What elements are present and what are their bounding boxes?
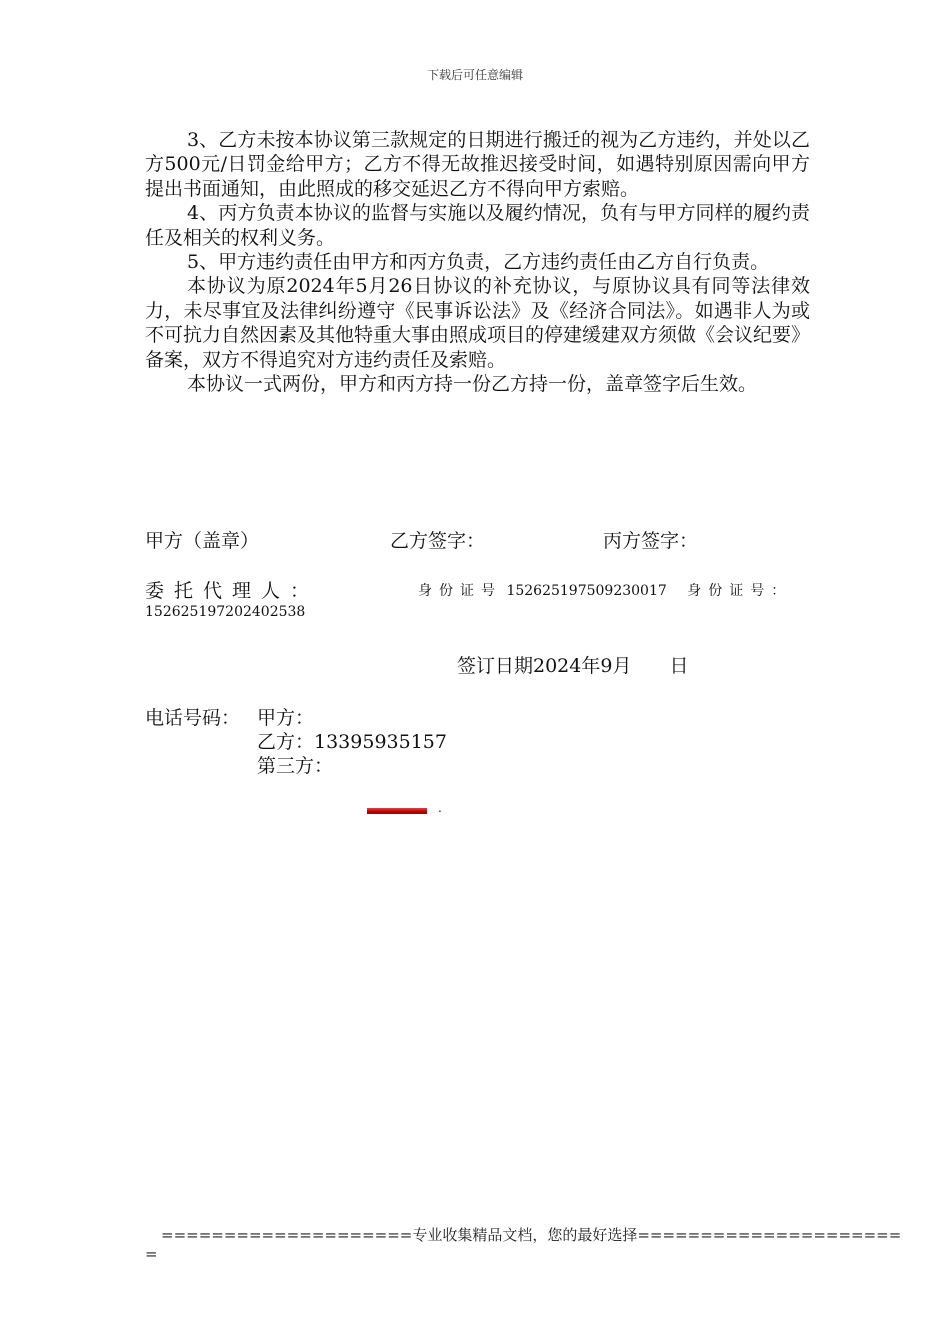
sign-date: 签订日期2024年9月 日: [457, 655, 689, 677]
copies-clause: 本协议一式两份，甲方和丙方持一份乙方持一份，盖章签字后生效。: [187, 373, 758, 396]
id-number-2: 152625197202402538: [145, 604, 306, 620]
clause-5: 5、甲方违约责任由甲方和丙方负责，乙方违约责任由乙方自行负责。: [187, 251, 770, 274]
footer-line-2: =: [145, 1245, 158, 1263]
page-header-note: 下载后可任意编辑: [426, 68, 523, 82]
party-c-signature-label: 丙方签字：: [603, 530, 699, 552]
phone-label: 电话号码：: [145, 707, 241, 729]
agent-id-1: [418, 580, 792, 600]
id-number-1: 152625197509230017: [506, 583, 667, 599]
clause-4: 4、丙方负责本协议的监督与实施以及履约情况，负有与甲方同样的履约责任及相关的权利义务。: [145, 202, 810, 249]
agreement-body: [145, 128, 810, 396]
phone-party-b: 乙方：13395935157: [257, 731, 447, 753]
id-label-2: 身份证号：: [687, 583, 793, 599]
page-footer: [145, 1226, 901, 1264]
agent-label: 委托代理人：: [145, 580, 320, 602]
footer-line-1: ====================专业收集精品文档，您的最好选择=====================: [161, 1226, 902, 1244]
party-b-signature-label: 乙方签字：: [390, 530, 486, 552]
phone-party-a: 甲方：: [257, 707, 315, 729]
phone-third-party: 第三方：: [257, 755, 334, 777]
dot-mark: .: [438, 801, 442, 815]
id-label-1: 身份证号: [418, 583, 502, 599]
red-decorative-bar: [367, 808, 427, 814]
party-a-seal-label: 甲方（盖章）: [145, 530, 260, 552]
supplementary-clause: 本协议为原2024年5月26日协议的补充协议，与原协议具有同等法律效力，未尽事宜及法律纠纷遵守《民事诉讼法》及《经济合同法》。如遇非人为或不可抗力自然因素及其他特重大事由照成项目的停建缓建双方须做《会议纪要》备案，双方不得追究对方违约责任及索赔。: [145, 275, 811, 371]
clause-3: 3、乙方未按本协议第三款规定的日期进行搬迁的视为乙方违约，并处以乙方500元/日罚金给甲方；乙方不得无故推迟接受时间，如遇特别原因需向甲方提出书面通知，由此照成的移交延迟乙方不得向甲方索赔。: [145, 129, 810, 200]
